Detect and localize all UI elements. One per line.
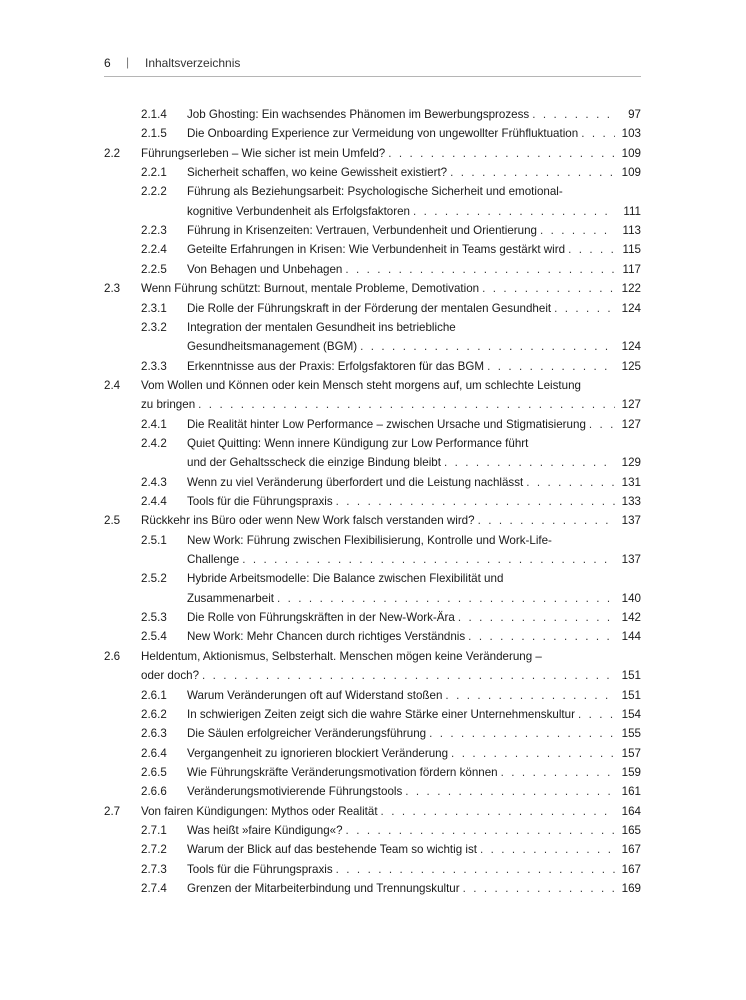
toc-entry-page: 109	[621, 147, 641, 160]
toc-entry-line	[0, 378, 746, 394]
toc-entry-title: Wenn Führung schützt: Burnout, mentale Probleme, Demotivation	[141, 282, 480, 295]
dot-leader	[445, 688, 615, 704]
toc-entry-line	[0, 688, 746, 704]
toc-entry-title: Quiet Quitting: Wenn innere Kündigung zur Low Performance führt	[187, 437, 529, 450]
toc-entry-page: 125	[621, 360, 641, 373]
toc-entry-title: Die Onboarding Experience zur Vermeidung von ungewollter Frühfluktuation	[187, 127, 579, 140]
toc-entry-page: 103	[621, 127, 641, 140]
toc-entry-title: Die Rolle der Führungskraft in der Förderung der mentalen Gesundheit	[187, 302, 552, 315]
dot-leader	[501, 765, 615, 781]
toc-entry-title: Rückkehr ins Büro oder wenn New Work falsch verstanden wird?	[141, 514, 475, 527]
dot-leader	[487, 359, 615, 375]
toc-entry-line	[0, 552, 746, 568]
toc-entry-title: Was heißt »faire Kündigung«?	[187, 824, 343, 837]
toc-entry-line	[0, 320, 746, 336]
toc-entry-number: 2.3.2	[141, 321, 167, 334]
toc-entry-page: 169	[621, 882, 641, 895]
toc-entry-title: Von Behagen und Unbehagen	[187, 263, 343, 276]
toc-entry-line	[0, 629, 746, 645]
toc-entry-title: Gesundheitsmanagement (BGM)	[187, 340, 358, 353]
toc-entry-line	[0, 223, 746, 239]
dot-leader	[360, 339, 615, 355]
dot-leader	[451, 746, 615, 762]
dot-leader	[345, 262, 615, 278]
toc-entry-number: 2.1.4	[141, 108, 167, 121]
toc-entry-line	[0, 823, 746, 839]
toc-entry-line	[0, 262, 746, 278]
toc-entry-line	[0, 881, 746, 897]
toc-entry-number: 2.6.4	[141, 747, 167, 760]
toc-entry-number: 2.2.5	[141, 263, 167, 276]
toc-entry-line	[0, 765, 746, 781]
toc-entry-page: 167	[621, 843, 641, 856]
toc-entry-line	[0, 417, 746, 433]
dot-leader	[336, 862, 615, 878]
toc-entry-line	[0, 649, 746, 665]
toc-entry-title: Von fairen Kündigungen: Mythos oder Realität	[141, 805, 378, 818]
dot-leader	[381, 804, 615, 820]
toc-entry-line	[0, 475, 746, 491]
toc-entry-title: Heldentum, Aktionismus, Selbsterhalt. Menschen mögen keine Veränderung –	[141, 650, 542, 663]
toc-entry-title: Wenn zu viel Veränderung überfordert und die Leistung nachlässt	[187, 476, 524, 489]
toc-entry-page: 124	[621, 340, 641, 353]
toc-entry-line	[0, 513, 746, 529]
toc-entry-page: 142	[621, 611, 641, 624]
toc-entry-line	[0, 784, 746, 800]
toc-entry-title: Die Realität hinter Low Performance – zwischen Ursache und Stigmatisierung	[187, 418, 586, 431]
toc-entry-page: 109	[621, 166, 641, 179]
toc-entry-line	[0, 591, 746, 607]
toc-entry-line	[0, 359, 746, 375]
toc-entry-number: 2.2	[104, 147, 121, 160]
toc-entry-page: 154	[621, 708, 641, 721]
dot-leader	[482, 281, 615, 297]
dot-leader	[405, 784, 615, 800]
toc-entry-page: 124	[621, 302, 641, 315]
toc-entry-page: 164	[621, 805, 641, 818]
dot-leader	[589, 417, 615, 433]
dot-leader	[568, 242, 615, 258]
toc-entry-title: Erkenntnisse aus der Praxis: Erfolgsfaktoren für das BGM	[187, 360, 485, 373]
toc-entry-line	[0, 204, 746, 220]
toc-entry-number: 2.3.3	[141, 360, 167, 373]
toc-entry-title: Tools für die Führungspraxis	[187, 863, 333, 876]
toc-entry-title: Challenge	[187, 553, 240, 566]
toc-entry-page: 133	[621, 495, 641, 508]
toc-entry-line	[0, 533, 746, 549]
toc-entry-page: 137	[621, 514, 641, 527]
toc-entry-number: 2.6	[104, 650, 121, 663]
toc-entry-line	[0, 397, 746, 413]
toc-entry-title: oder doch?	[141, 669, 200, 682]
toc-entry-title: Führungserleben – Wie sicher ist mein Umfeld?	[141, 147, 386, 160]
toc-entry-page: 131	[621, 476, 641, 489]
toc-entry-title: Führung in Krisenzeiten: Vertrauen, Verbundenheit und Orientierung	[187, 224, 537, 237]
page-number: 6	[104, 56, 111, 70]
toc-entry-line	[0, 107, 746, 123]
toc-entry-page: 144	[621, 630, 641, 643]
toc-entry-number: 2.4.2	[141, 437, 167, 450]
toc-entry-page: 151	[621, 689, 641, 702]
toc-entry-page: 161	[621, 785, 641, 798]
toc-entry-page: 165	[621, 824, 641, 837]
toc-entry-page: 97	[628, 108, 641, 121]
toc-entry-line	[0, 494, 746, 510]
dot-leader	[198, 397, 615, 413]
dot-leader	[581, 126, 615, 142]
toc-entry-title: Job Ghosting: Ein wachsendes Phänomen im Bewerbungsprozess	[187, 108, 530, 121]
dot-leader	[463, 881, 615, 897]
toc-entry-line	[0, 668, 746, 684]
toc-entry-number: 2.6.1	[141, 689, 167, 702]
toc-entry-number: 2.5.4	[141, 630, 167, 643]
toc-entry-title: Integration der mentalen Gesundheit ins betriebliche	[187, 321, 456, 334]
toc-entry-line	[0, 184, 746, 200]
toc-entry-title: Vom Wollen und Können oder kein Mensch steht morgens auf, um schlechte Leistung	[141, 379, 581, 392]
dot-leader	[554, 301, 615, 317]
toc-entry-title: kognitive Verbundenheit als Erfolgsfaktoren	[187, 205, 410, 218]
toc-entry-number: 2.3.1	[141, 302, 167, 315]
toc-entry-page: 140	[621, 592, 641, 605]
toc-entry-number: 2.6.6	[141, 785, 167, 798]
dot-leader	[458, 610, 615, 626]
toc-entry-page: 117	[622, 263, 641, 276]
dot-leader	[336, 494, 615, 510]
toc-entry-line	[0, 842, 746, 858]
toc-entry-line	[0, 746, 746, 762]
toc-entry-number: 2.7.2	[141, 843, 167, 856]
toc-entry-page: 127	[621, 398, 641, 411]
toc-entry-title: Führung als Beziehungsarbeit: Psychologische Sicherheit und emotional-	[187, 185, 563, 198]
dot-leader	[388, 146, 615, 162]
toc-entry-line	[0, 126, 746, 142]
toc-entry-line	[0, 610, 746, 626]
dot-leader	[277, 591, 615, 607]
toc-entry-title: Warum der Blick auf das bestehende Team so wichtig ist	[187, 843, 477, 856]
dot-leader	[429, 726, 615, 742]
toc-entry-title: New Work: Führung zwischen Flexibilisierung, Kontrolle und Work-Life-	[187, 534, 552, 547]
toc-entry-title: Hybride Arbeitsmodelle: Die Balance zwischen Flexibilität und	[187, 572, 504, 585]
dot-leader	[480, 842, 615, 858]
toc-entry-line	[0, 571, 746, 587]
toc-entry-page: 159	[621, 766, 641, 779]
toc-entry-line	[0, 436, 746, 452]
toc-entry-line	[0, 339, 746, 355]
toc-entry-title: Tools für die Führungspraxis	[187, 495, 333, 508]
toc-entry-number: 2.5.1	[141, 534, 167, 547]
toc-entry-line	[0, 455, 746, 471]
toc-entry-number: 2.4.1	[141, 418, 167, 431]
toc-entry-number: 2.5.2	[141, 572, 167, 585]
toc-entry-number: 2.3	[104, 282, 121, 295]
header-title: Inhaltsverzeichnis	[145, 56, 241, 70]
toc-entry-page: 155	[621, 727, 641, 740]
toc-entry-page: 127	[621, 418, 641, 431]
dot-leader	[468, 629, 615, 645]
dot-leader	[540, 223, 615, 239]
toc-entry-line	[0, 862, 746, 878]
toc-entry-number: 2.2.3	[141, 224, 167, 237]
toc-entry-line	[0, 281, 746, 297]
toc-entry-line	[0, 165, 746, 181]
toc-entry-page: 167	[621, 863, 641, 876]
toc-entry-line	[0, 726, 746, 742]
dot-leader	[202, 668, 615, 684]
toc-entry-title: Veränderungsmotivierende Führungstools	[187, 785, 403, 798]
toc-entry-number: 2.7.1	[141, 824, 167, 837]
toc-entry-number: 2.1.5	[141, 127, 167, 140]
toc-entry-title: und der Gehaltsscheck die einzige Bindung bleibt	[187, 456, 441, 469]
toc-entry-title: Sicherheit schaffen, wo keine Gewissheit existiert?	[187, 166, 448, 179]
toc-entry-page: 111	[623, 205, 641, 218]
dot-leader	[242, 552, 615, 568]
toc-entry-number: 2.2.4	[141, 243, 167, 256]
dot-leader	[478, 513, 615, 529]
dot-leader	[346, 823, 615, 839]
toc-entry-title: Zusammenarbeit	[187, 592, 274, 605]
toc-entry-line	[0, 242, 746, 258]
toc-entry-number: 2.2.1	[141, 166, 167, 179]
toc-entry-number: 2.2.2	[141, 185, 167, 198]
toc-entry-line	[0, 804, 746, 820]
toc-entry-line	[0, 707, 746, 723]
toc-entry-page: 157	[621, 747, 641, 760]
toc-entry-number: 2.5	[104, 514, 121, 527]
dot-leader	[450, 165, 615, 181]
toc-entry-number: 2.4	[104, 379, 121, 392]
toc-entry-title: Geteilte Erfahrungen in Krisen: Wie Verbundenheit in Teams gestärkt wird	[187, 243, 566, 256]
dot-leader	[444, 455, 615, 471]
toc-entry-page: 129	[621, 456, 641, 469]
toc-entry-number: 2.7.3	[141, 863, 167, 876]
toc-entry-title: Vergangenheit zu ignorieren blockiert Veränderung	[187, 747, 449, 760]
dot-leader	[413, 204, 615, 220]
toc-entry-line	[0, 146, 746, 162]
toc-entry-number: 2.4.4	[141, 495, 167, 508]
toc-entry-number: 2.6.2	[141, 708, 167, 721]
toc-entry-page: 113	[622, 224, 641, 237]
toc-entry-title: Die Rolle von Führungskräften in der New-Work-Ära	[187, 611, 455, 624]
header-separator: |	[126, 55, 130, 69]
toc-entry-number: 2.6.5	[141, 766, 167, 779]
toc-entry-title: In schwierigen Zeiten zeigt sich die wahre Stärke einer Unternehmenskultur	[187, 708, 575, 721]
toc-entry-number: 2.5.3	[141, 611, 167, 624]
toc-entry-title: zu bringen	[141, 398, 196, 411]
toc-entry-title: Warum Veränderungen oft auf Widerstand stoßen	[187, 689, 443, 702]
toc-entry-page: 151	[621, 669, 641, 682]
toc-entry-title: New Work: Mehr Chancen durch richtiges Verständnis	[187, 630, 466, 643]
toc-entry-title: Wie Führungskräfte Veränderungsmotivation fördern können	[187, 766, 498, 779]
toc-entry-page: 122	[621, 282, 641, 295]
toc-entry-line	[0, 301, 746, 317]
toc-entry-number: 2.7	[104, 805, 121, 818]
dot-leader	[532, 107, 615, 123]
toc-entry-number: 2.6.3	[141, 727, 167, 740]
dot-leader	[578, 707, 615, 723]
toc-entry-page: 115	[622, 243, 641, 256]
toc-entry-number: 2.7.4	[141, 882, 167, 895]
dot-leader	[526, 475, 615, 491]
toc-entry-page: 137	[621, 553, 641, 566]
toc-entry-title: Grenzen der Mitarbeiterbindung und Trennungskultur	[187, 882, 460, 895]
toc-entry-title: Die Säulen erfolgreicher Veränderungsführung	[187, 727, 427, 740]
toc-entry-number: 2.4.3	[141, 476, 167, 489]
